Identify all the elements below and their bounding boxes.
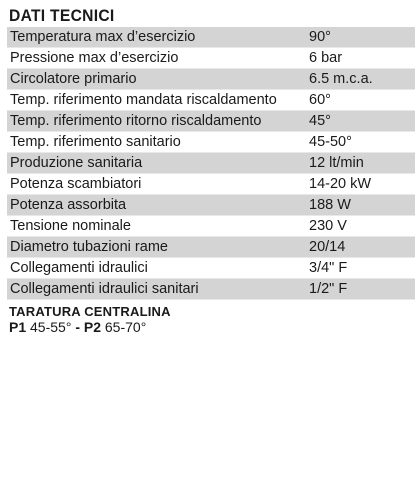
table-row bbox=[7, 132, 415, 153]
p2-value: 65-70° bbox=[104, 319, 147, 335]
table-row bbox=[7, 69, 415, 90]
spec-label: Temp. riferimento mandata riscaldamento bbox=[7, 90, 305, 111]
table-row bbox=[7, 153, 415, 174]
spec-value: 230 V bbox=[305, 216, 415, 237]
table-row bbox=[7, 279, 415, 300]
table-row bbox=[7, 258, 415, 279]
table-row bbox=[7, 48, 415, 69]
table-row bbox=[7, 216, 415, 237]
spec-label: Temp. riferimento ritorno riscaldamento bbox=[7, 111, 305, 132]
table-row bbox=[7, 195, 415, 216]
spec-value: 6 bar bbox=[305, 48, 415, 69]
spec-value: 45-50° bbox=[305, 132, 415, 153]
spec-value: 12 lt/min bbox=[305, 153, 415, 174]
spec-value: 188 W bbox=[305, 195, 415, 216]
spec-label: Circolatore primario bbox=[7, 69, 305, 90]
spec-label: Produzione sanitaria bbox=[7, 153, 305, 174]
spec-value: 1/2" F bbox=[305, 279, 415, 300]
spec-label: Collegamenti idraulici bbox=[7, 258, 305, 279]
spec-label: Pressione max d’esercizio bbox=[7, 48, 305, 69]
spec-label: Temperatura max d’esercizio bbox=[7, 27, 305, 48]
spec-label: Potenza assorbita bbox=[7, 195, 305, 216]
spec-label: Temp. riferimento sanitario bbox=[7, 132, 305, 153]
spec-value: 14-20 kW bbox=[305, 174, 415, 195]
spec-label: Diametro tubazioni rame bbox=[7, 237, 305, 258]
spec-value: 20/14 bbox=[305, 237, 415, 258]
spec-value: 90° bbox=[305, 27, 415, 48]
specs-table-body bbox=[7, 27, 415, 300]
separator: - bbox=[75, 319, 80, 335]
page-title: DATI TECNICI bbox=[9, 6, 115, 25]
spec-label: Collegamenti idraulici sanitari bbox=[7, 279, 305, 300]
p1-label: P1 bbox=[9, 319, 27, 335]
p1-value: 45-55° bbox=[30, 319, 72, 335]
spec-label: Tensione nominale bbox=[7, 216, 305, 237]
taratura-values bbox=[9, 319, 146, 336]
table-row bbox=[7, 237, 415, 258]
spec-value: 3/4" F bbox=[305, 258, 415, 279]
spec-value: 60° bbox=[305, 90, 415, 111]
p2-label: P2 bbox=[83, 319, 101, 335]
table-row bbox=[7, 174, 415, 195]
table-row bbox=[7, 90, 415, 111]
table-row bbox=[7, 27, 415, 48]
spec-label: Potenza scambiatori bbox=[7, 174, 305, 195]
specs-table bbox=[7, 27, 415, 300]
table-row bbox=[7, 111, 415, 132]
spec-value: 6.5 m.c.a. bbox=[305, 69, 415, 90]
spec-value: 45° bbox=[305, 111, 415, 132]
taratura-heading: TARATURA CENTRALINA bbox=[9, 304, 171, 319]
